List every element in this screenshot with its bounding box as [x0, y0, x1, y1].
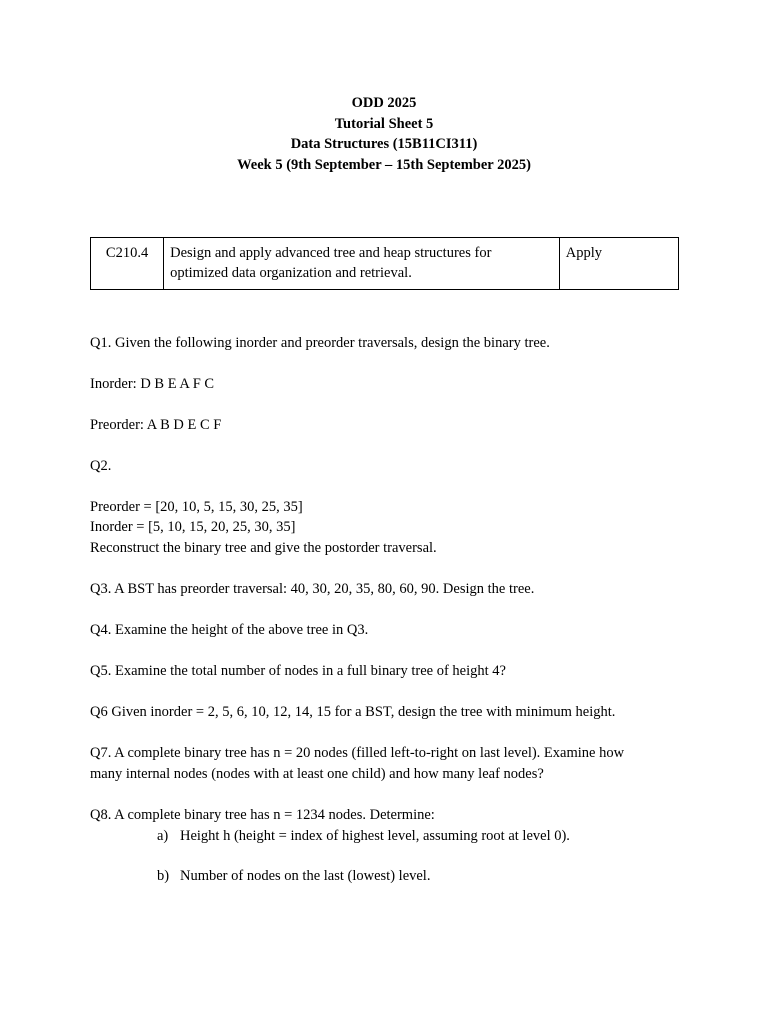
course-outcome-table — [90, 237, 679, 290]
outcome-description-line2: optimized data organization and retrieval. — [170, 265, 412, 281]
week-title: Week 5 (9th September – 15th September 2025) — [237, 156, 531, 173]
question-2-task: Reconstruct the binary tree and give the postorder traversal. — [90, 540, 437, 556]
part-a-label: a) — [157, 828, 169, 844]
document-header — [0, 93, 768, 175]
question-4: Q4. Examine the height of the above tree in Q3. — [90, 622, 369, 638]
part-a-text: Height h (height = index of highest level, assuming root at level 0). — [180, 828, 570, 844]
question-7-line1: Q7. A complete binary tree has n = 20 nodes (filled left-to-right on last level). Examine how — [90, 745, 625, 761]
question-1-inorder: Inorder: D B E A F C — [90, 376, 215, 392]
question-2-inorder: Inorder = [5, 10, 15, 20, 25, 30, 35] — [90, 519, 296, 535]
table-row — [91, 238, 679, 290]
outcome-description — [164, 238, 560, 290]
question-2-preorder: Preorder = [20, 10, 5, 15, 30, 25, 35] — [90, 499, 303, 515]
question-5: Q5. Examine the total number of nodes in a full binary tree of height 4? — [90, 663, 506, 679]
part-b-label: b) — [157, 868, 170, 884]
question-8-part-a — [157, 826, 570, 847]
outcome-description-line1: Design and apply advanced tree and heap structures for — [170, 245, 492, 261]
question-1-preorder: Preorder: A B D E C F — [90, 417, 222, 433]
question-3: Q3. A BST has preorder traversal: 40, 30, 20, 35, 80, 60, 90. Design the tree. — [90, 581, 535, 597]
outcome-code: C210.4 — [91, 238, 164, 290]
outcome-level: Apply — [559, 238, 678, 290]
sheet-title: Tutorial Sheet 5 — [334, 115, 434, 132]
question-6: Q6 Given inorder = 2, 5, 6, 10, 12, 14, 15 for a BST, design the tree with minimum height. — [90, 704, 616, 720]
term-title: ODD 2025 — [351, 95, 417, 111]
course-title: Data Structures (15B11CI311) — [290, 136, 478, 152]
question-2-label: Q2. — [90, 458, 112, 474]
question-8: Q8. A complete binary tree has n = 1234 nodes. Determine: — [90, 807, 435, 823]
question-8-part-b — [157, 866, 430, 887]
question-1: Q1. Given the following inorder and preorder traversals, design the binary tree. — [90, 335, 550, 351]
part-b-text: Number of nodes on the last (lowest) level. — [180, 868, 431, 884]
question-7-line2: many internal nodes (nodes with at least one child) and how many leaf nodes? — [90, 766, 544, 782]
